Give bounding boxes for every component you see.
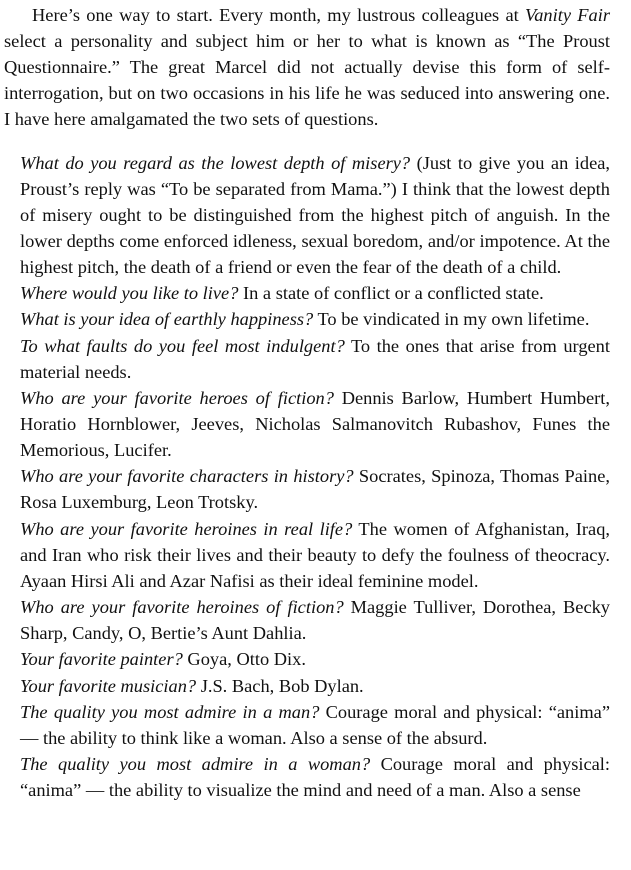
answer: Courage moral and physical: “anima” — the ability to visualize the mind and need of a man. Also a sense <box>20 754 611 801</box>
answer: To the ones that arise from urgent material needs. <box>20 335 610 382</box>
magazine-title: Vanity Fair <box>525 5 610 25</box>
answer: Courage moral and physical: “anima” — the ability to think like a woman. Also a sense of the absurd. <box>20 702 610 748</box>
intro-text-end: select a personality and subject him or her to what is known as “The Proust Questionnaire.” The great Marcel did not actually devise this form of self-interrogation, but on two occasions in his life he was seduced into answering one. I have here amalgamated the two sets of questions. <box>4 30 610 129</box>
question: Who are your favorite heroines in real life? <box>20 518 353 539</box>
answer: Dennis Barlow, Humbert Humbert, Horatio Hornblower, Jeeves, Nicholas Salmanovitch Rubashov, Funes the Memorious, Lucifer. <box>20 388 610 460</box>
answer: Maggie Tulliver, Dorothea, Becky Sharp, Candy, O, Bertie’s Aunt Dahlia. <box>20 596 610 643</box>
question: Your favorite painter? <box>20 649 183 670</box>
question: The quality you most admire in a woman? <box>20 754 371 775</box>
answer: Goya, Otto Dix. <box>182 649 306 670</box>
answer: Socrates, Spinoza, Thomas Paine, Rosa Luxemburg, Leon Trotsky. <box>20 466 610 513</box>
question: What is your idea of earthly happiness? <box>20 309 314 330</box>
question: The quality you most admire in a man? <box>20 702 320 723</box>
qa-item <box>20 464 610 516</box>
answer: J.S. Bach, Bob Dylan. <box>196 675 364 696</box>
answer: In a state of conflict or a conflicted state. <box>238 283 544 304</box>
qa-item <box>20 647 610 673</box>
qa-item <box>20 595 610 647</box>
questionnaire-list <box>20 151 610 805</box>
question: Your favorite musician? <box>20 675 197 696</box>
question: Where would you like to live? <box>20 283 239 304</box>
qa-item <box>20 517 610 595</box>
qa-item <box>20 307 610 333</box>
intro-paragraph <box>4 3 610 133</box>
question: To what faults do you feel most indulgent? <box>20 335 345 356</box>
question: Who are your favorite heroines of fiction? <box>20 596 344 617</box>
qa-item <box>20 674 610 700</box>
qa-item <box>20 151 610 281</box>
qa-item <box>20 281 610 307</box>
question: Who are your favorite heroes of fiction? <box>20 388 334 409</box>
answer: (Just to give you an idea, Proust’s reply was “To be separated from Mama.”) I think that the lowest depth of misery ought to be distinguished from the highest pitch of anguish. In the lower depths come enforced idleness, sexual boredom, and/or impotence. At the highest pitch, the death of a friend or even the fear of the death of a child. <box>20 153 610 277</box>
question: Who are your favorite characters in history? <box>20 466 354 487</box>
intro-text-start: Here’s one way to start. Every month, my lustrous colleagues at <box>32 5 526 25</box>
question: What do you regard as the lowest depth of misery? <box>20 153 411 173</box>
qa-item <box>20 334 610 386</box>
answer: To be vindicated in my own lifetime. <box>313 309 590 330</box>
answer: The women of Afghanistan, Iraq, and Iran who risk their lives and their beauty to defy the foulness of theocracy. Ayaan Hirsi Ali and Azar Nafisi as their ideal feminine model. <box>20 518 610 591</box>
qa-item <box>20 752 610 804</box>
qa-item <box>20 700 610 752</box>
qa-item <box>20 386 610 464</box>
